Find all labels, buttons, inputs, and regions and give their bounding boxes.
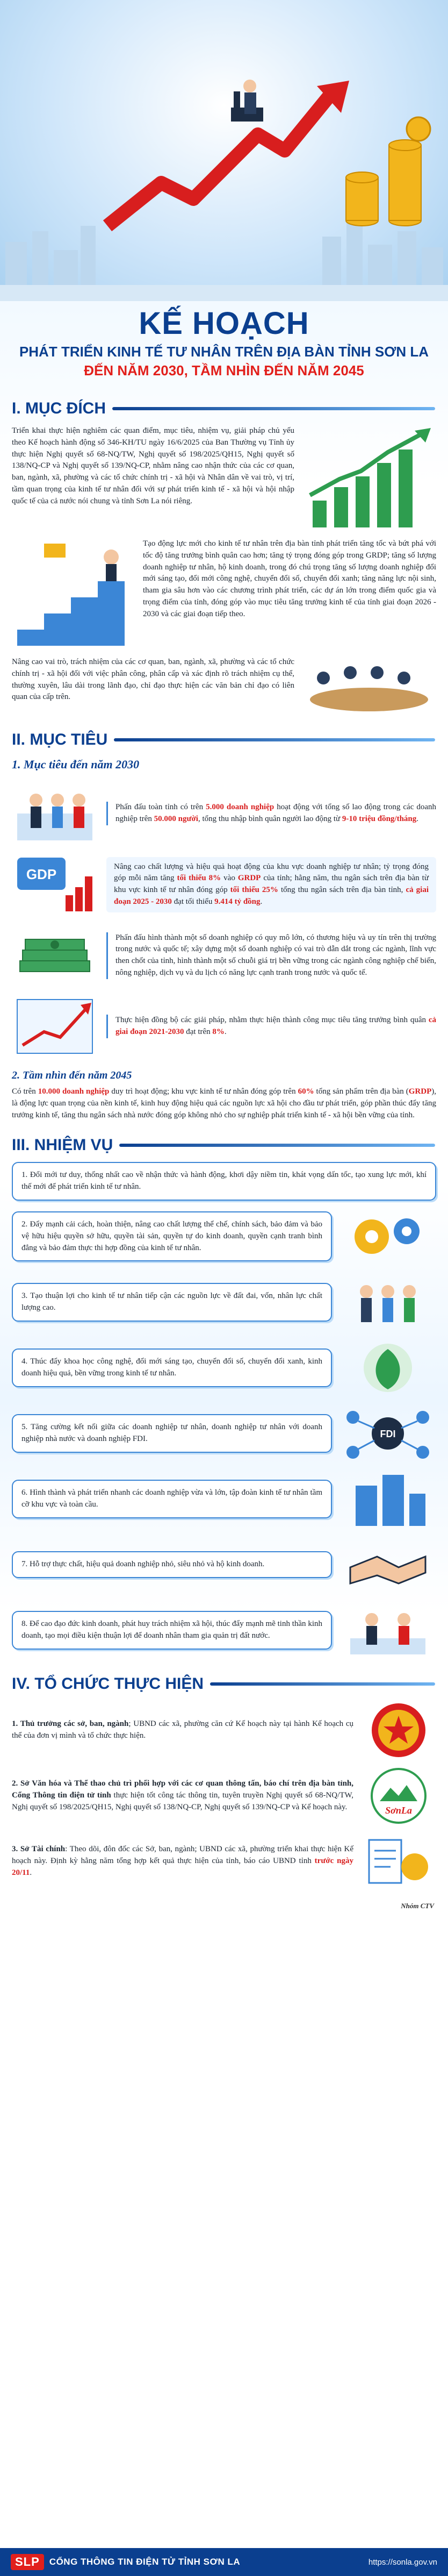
section-heading-goals	[0, 731, 448, 749]
task-text: 4. Thúc đẩy khoa học công nghệ, đổi mới sáng tạo, chuyển đổi số, chuyển đổi xanh, kinh doanh hiệu quả, bền vững trong kinh tế tư nhân.	[21, 1357, 322, 1378]
purpose-paragraph-2: Tạo động lực mới cho kinh tế tư nhân trên địa bàn tỉnh phát triển tăng tốc và bứt phá với tốc độ tăng trưởng bình quân cao hơn; tăng tỷ trọng đóng góp trong GRDP; tăng số lượng doanh nghiệp tư nhân, hộ kinh doanh, trong đó chú trọng tăng số lượng doanh nghiệp đổi mới sáng tạo, đổi mới công nghệ, chuyển đổi số, chuyển đổi xanh; tăng năng lực nội sinh, tham gia sâu hơn vào các chương trình phát triển, các dự án lớn trong điểm quốc gia và trọng điểm của tỉnh, đóng góp vào mục tiêu tăng trưởng kinh tế của tỉnh giai đoạn 2026 - 2030 và các giai đoạn tiếp theo.	[143, 539, 436, 618]
section-divider	[119, 1144, 435, 1147]
svg-text:GDP: GDP	[26, 866, 57, 882]
task-text: 6. Hình thành và phát triển nhanh các doanh nghiệp vừa và lớn, tập đoàn kinh tế tư nhân tầm cỡ khu vực và toàn cầu.	[21, 1488, 322, 1509]
stairs-to-success-illustration	[12, 538, 135, 651]
task-item-5	[12, 1404, 436, 1463]
task-text: 2. Đẩy mạnh cải cách, hoàn thiện, nâng cao chất lượng thể chế, chính sách, bảo đảm và bảo vệ hữu hiệu quyền sở hữu, quyền tài sản, quyền tự do kinh doanh, quyền cạnh tranh bình đẳng và bảo đảm thực thi hợp đồng của kinh tế tư nhân.	[21, 1220, 322, 1252]
portal-name: CỔNG THÔNG TIN ĐIỆN TỬ TỈNH SƠN LA	[49, 2557, 241, 2567]
teamwork-illustration	[339, 1273, 436, 1332]
finance-documents-illustration	[361, 1832, 436, 1891]
title-block	[0, 301, 448, 384]
task-text: 5. Tăng cường kết nối giữa các doanh nghiệp tư nhân, doanh nghiệp tư nhân với doanh nghiệp nhà nước và doanh nghiệp FDI.	[21, 1423, 322, 1443]
money-stack-illustration	[12, 923, 98, 988]
portal-footer	[0, 2548, 448, 2576]
portal-url-link[interactable]: https://sonla.gov.vn	[368, 2557, 437, 2567]
upward-chart-illustration	[12, 994, 98, 1059]
goal-text-1: Phấn đấu toàn tỉnh có trên 5.000 doanh nghiệp hoạt động với tổng số lao động trong các doanh nghiệp trên 50.000 người, tổng thu nhập bình quân người lao động từ 9-10 triệu đồng/tháng.	[106, 802, 436, 825]
green-technology-illustration	[339, 1338, 436, 1397]
section-heading-tasks	[0, 1136, 448, 1154]
state-emblem-icon	[361, 1701, 436, 1760]
goal-item-1	[12, 781, 436, 846]
portal-logo: SLP	[11, 2554, 44, 2570]
section-divider	[210, 1682, 435, 1686]
buildings-illustration	[339, 1469, 436, 1529]
section-heading-label: II. MỤC TIÊU	[12, 731, 108, 748]
author-credit: Nhóm CTV	[401, 1901, 434, 1910]
goal-item-3	[12, 923, 436, 988]
implementation-text: 2. Sở Văn hóa và Thể thao chủ trì phối hợp với các cơ quan thông tấn, báo chí trên địa bàn tỉnh, Cổng Thông tin điện tử tỉnh thực hiện tốt công tác thông tin, tuyên truyền Nghị quyết số 68-NQ/TW, Nghị quyết số 198/2025/QH15, Nghị quyết số 138/NQ-CP, Nghị quyết số 139/NQ-CP và Kế hoạch này.	[12, 1779, 354, 1811]
growth-arrow-illustration	[97, 75, 355, 237]
rising-bar-chart-illustration	[302, 425, 436, 533]
svg-text:SơnLa: SơnLa	[385, 1804, 412, 1816]
section-heading-label: I. MỤC ĐÍCH	[12, 399, 106, 417]
vision-2045-text: Có trên 10.000 doanh nghiệp duy trì hoạt động; khu vực kinh tế tư nhân đóng góp trên 60% tổng sản phẩm trên địa bàn (GRDP), là động lực quan trọng của nền kinh tế, kinh huy động hiệu quả các nguồn lực xã hội cho đầu tư phát triển, góp phần thúc đẩy tăng trưởng kinh tế, tăng thu ngân sách nhà nước đóng góp không nhỏ cho sự nghiệp phát triển kinh tế - xã hội bền vững của tỉnh.	[12, 1087, 436, 1119]
purpose-paragraph-1: Triển khai thực hiện nghiêm các quan điểm, mục tiêu, nhiệm vụ, giải pháp chủ yếu theo Kế hoạch hành động số 346-KH/TU ngày 16/6/2025 của Ban Thường vụ Tỉnh ủy thực hiện Nghị quyết số 68-NQ/TW, Nghị quyết số 198/2025/QH15, Nghị quyết số 138/NQ-CP và Nghị quyết số 139/NQ-CP, nhằm nâng cao nhận thức của các cơ quan, ban, ngành, xã, phường và các tổ chức chính trị - xã hội và Nhân dân về vai trò, vị trí, tầm quan trọng của kinh tế tư nhân đối với sự phát triển kinh tế - xã hội và hội nhập quốc tế của cả nước nói chung và tỉnh Sơn La nói riêng.	[12, 426, 294, 505]
task-item-6	[12, 1469, 436, 1529]
business-team-illustration	[339, 1601, 436, 1660]
section-divider	[112, 407, 435, 410]
task-text: 8. Để cao đạo đức kinh doanh, phát huy trách nhiệm xã hội, thúc đẩy mạnh mẽ tinh thần kinh doanh, tạo mọi điều kiện thuận lợi để doanh nhân tham gia quản trị đất nước.	[21, 1619, 322, 1640]
task-text: 3. Tạo thuận lợi cho kinh tế tư nhân tiếp cận các nguồn lực về đất đai, vốn, nhân lực chất lượng cao.	[21, 1291, 322, 1312]
task-item-7	[12, 1535, 436, 1594]
goal-text-2: Nâng cao chất lượng và hiệu quả hoạt động của khu vực doanh nghiệp tư nhân; tỷ trọng đóng góp mỗi năm tăng tối thiểu 8% vào GRDP của tỉnh; hằng năm, thu ngân sách trên địa bàn từ khu vực kinh tế tư nhân đóng góp tối thiểu 25% tổng thu ngân sách trên địa bàn tỉnh, cả giai đoạn 2025 - 2030 đạt tối thiểu 9.414 tỷ đồng.	[106, 857, 436, 912]
section-heading-label: IV. TỔ CHỨC THỰC HIỆN	[12, 1674, 204, 1693]
goal-item-4	[12, 994, 436, 1059]
task-text: 1. Đổi mới tư duy, thống nhất cao về nhận thức và hành động, khơi dậy niềm tin, khát vọng dấn tốc, tạo xung lực mới, khí thế mới để phát triển kinh tế tư nhân.	[21, 1171, 427, 1191]
section-heading-purpose	[0, 399, 448, 418]
goals-2030-subheading: 1. Mục tiêu đến năm 2030	[12, 758, 140, 771]
implementation-item-3	[12, 1832, 436, 1891]
fdi-network-icon	[339, 1404, 436, 1463]
purpose-paragraph-3: Nâng cao vai trò, trách nhiệm của các cơ quan, ban, ngành, xã, phường và các tổ chức chính trị - xã hội đối với việc phân công, phân cấp và xác định rõ trách nhiệm cụ thể, thường xuyên, lâu dài trong lãnh đạo, chỉ đạo thực hiện các văn bản chỉ đạo có liên quan của cấp trên.	[12, 658, 294, 702]
task-item-4	[12, 1338, 436, 1397]
vision-2045-subheading: 2. Tầm nhìn đến năm 2045	[12, 1069, 132, 1081]
son-la-logo	[361, 1766, 436, 1825]
task-item-2	[12, 1207, 436, 1266]
task-text: 7. Hỗ trợ thực chất, hiệu quả doanh nghiệp nhỏ, siêu nhỏ và hộ kinh doanh.	[21, 1559, 265, 1568]
implementation-item-1	[12, 1701, 436, 1760]
business-people-illustration	[12, 781, 98, 846]
hero-illustration	[0, 0, 448, 301]
task-item-8	[12, 1601, 436, 1660]
implementation-text: 3. Sở Tài chính: Theo dõi, đôn đốc các Sở, ban, ngành; UBND các xã, phường triển khai thực hiện Kế hoạch này. Định kỳ hằng năm tổng hợp kết quả thực hiện của tỉnh, báo cáo UBND tỉnh trước ngày 20/11.	[12, 1845, 353, 1877]
gold-coins-illustration	[341, 113, 437, 237]
meeting-table-illustration	[302, 657, 436, 716]
task-item-1	[12, 1162, 436, 1201]
vision-2045-block	[0, 1065, 448, 1121]
section-divider	[114, 738, 435, 741]
goal-item-2	[12, 852, 436, 917]
implementation-text: 1. Thủ trưởng các sở, ban, ngành; UBND các xã, phường căn cứ Kế hoạch này tại hành Kế hoạch cụ thể của đơn vị mình và tổ chức thực hiện.	[12, 1719, 354, 1740]
handshake-icon	[339, 1535, 436, 1594]
subtitle-line-1: PHÁT TRIỂN KINH TẾ TƯ NHÂN TRÊN ĐỊA BÀN TỈNH SƠN LA	[19, 344, 429, 360]
goal-text-4: Thực hiện đồng bộ các giải pháp, nhằm thực hiện thành công mục tiêu tăng trưởng bình quân cả giai đoạn 2021-2030 đạt trên 8%.	[106, 1015, 436, 1038]
main-title: KẾ HOẠCH	[139, 306, 309, 341]
implementation-item-2	[12, 1766, 436, 1825]
subtitle-line-2: ĐẾN NĂM 2030, TẦM NHÌN ĐẾN NĂM 2045	[84, 362, 364, 379]
goal-text-3: Phấn đấu hình thành một số doanh nghiệp có quy mô lớn, có thương hiệu và uy tín trên thị trường trong nước và quốc tế; xây dựng một số doanh nghiệp có vai trò dẫn dắt trong các ngành, lĩnh vực then chốt của tỉnh, hình thành một số chuỗi giá trị bền vững trong các ngành công nghiệp chế biến, nông nghiệp, dịch vụ và du lịch có năng lực cạnh tranh trong nước và quốc tế.	[106, 932, 436, 979]
task-item-3	[12, 1273, 436, 1332]
section-heading-implementation	[0, 1675, 448, 1693]
gdp-chart-icon	[12, 852, 98, 917]
gears-illustration	[339, 1207, 436, 1266]
section-heading-label: III. NHIỆM VỤ	[12, 1136, 113, 1154]
svg-text:FDI: FDI	[380, 1428, 396, 1439]
